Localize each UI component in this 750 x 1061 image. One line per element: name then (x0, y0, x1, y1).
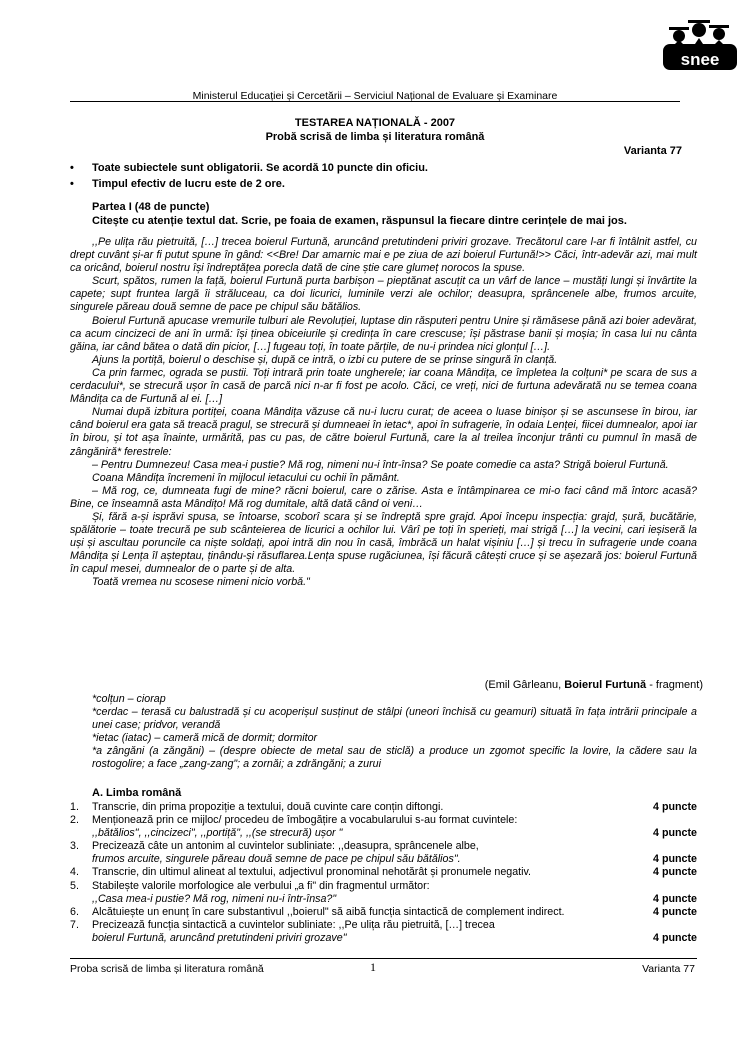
question-text: Menționează prin ce mijloc/ procedeu de îmbogățire a vocabularului s-au format cuvintele: (92, 814, 518, 827)
question-excerpt: ,,Casa mea-i pustie? Mă rog, nimeni nu-i într-însa?" (92, 892, 337, 905)
exam-subtitle: Probă scrisă de limba și literatura română (265, 131, 485, 143)
variant-label: Varianta 77 (623, 145, 682, 157)
literary-text (70, 236, 697, 590)
svg-text:snee: snee (680, 50, 720, 69)
text-source (485, 679, 703, 691)
question-points: 4 puncte (653, 801, 697, 813)
part-title: Partea I (48 de puncte) (92, 201, 210, 213)
part-heading (92, 200, 627, 228)
question-text: Transcrie, din ultimul alineat al textului, adjectivul pronominal nehotărât și pronumele negativ. (92, 866, 532, 879)
question-item (70, 840, 697, 866)
question-points: 4 puncte (653, 853, 697, 866)
text-paragraph: Scurt, spătos, rumen la față, boierul Furtună purta barbișon – pieptănat ascuțit ca un vârf de lance – mustăți lungi și învârtite la capete; supt fruntea largă îi străluceau, ca doi licurici, luminile verzi ale ochilor; deasupra, sprâncenele albe, frumos arcuite, singurele păreau două semne de pace pe chipul său bătălios. (70, 275, 697, 314)
question-points: 4 puncte (653, 931, 697, 944)
text-paragraph: Toată vremea nu scosese nimeni nicio vorbă." (92, 576, 310, 589)
section-title: A. Limba română (92, 787, 182, 799)
exam-title: TESTAREA NAȚIONALĂ - 2007 (294, 117, 456, 129)
text-paragraph: – Mă rog, ce, dumneata fugi de mine? răcni boierul, care o zărise. Asta e întâmpinarea ce mi-o faci când mă întorc acasă? Bine, ce înseamnă asta Mândițo! Mă rog dumitale, altă dată când oi veni… (70, 484, 697, 510)
page-number: 1 (370, 960, 376, 974)
question-points: 4 puncte (653, 827, 697, 840)
snee-logo (661, 14, 739, 74)
question-text: Precizează funcția sintactică a cuvintelor subliniate: ,,Pe ulița rău pietruită, […] trecea (92, 918, 495, 931)
question-text: Stabilește valorile morfologice ale verbului „a fi" din fragmentul următor: (92, 879, 430, 892)
part-instruction: Citește cu atenție textul dat. Scrie, pe foaia de examen, răspunsul la fiecare dintre cerințele de mai jos. (92, 215, 627, 227)
question-excerpt: ,,bătălios", ,,cincizeci", ,,portiță", ,,(se strecură) ușor " (92, 827, 343, 840)
footer-divider (70, 958, 697, 959)
glossary-note: *ietac (iatac) – cameră mică de dormit; dormitor (92, 732, 318, 745)
question-points: 4 puncte (653, 866, 697, 879)
question-number: 1. (70, 801, 79, 813)
question-item (70, 801, 697, 814)
text-paragraph: Ajuns la portiță, boierul o deschise și, după ce intră, o izbi cu putere de se prinse singură în clanță. (92, 353, 558, 366)
question-number: 4. (70, 866, 79, 879)
question-list (70, 801, 697, 945)
footer-left: Proba scrisă de limba și literatura română (70, 963, 264, 975)
instructions-list (70, 160, 690, 192)
text-paragraph: Boierul Furtună apucase vremurile tulburi ale Revoluției, luptase din răsputeri pentru Unire și rămăsese până azi boier adevărat, ca acum cincizeci de ani în urmă: își ținea obiceiurile și credința în care crescuse; își păstrase banii și moșia; în casa lui nu cânta găina, iar când bătea o dată din picior, […] fugeau toți, în toate părțile, de nu-i prindea nici glonțul […]. (70, 314, 697, 353)
glossary-notes (92, 693, 697, 772)
question-item (70, 814, 697, 840)
question-excerpt: frumos arcuite, singurele păreau două semne de pace pe chipul său bătălios". (92, 853, 461, 866)
ministry-header: Ministerul Educației și Cercetării – Serviciul Național de Evaluare și Examinare (192, 90, 558, 102)
instruction-item: • Timpul efectiv de lucru este de 2 ore. (70, 176, 690, 192)
question-number: 7. (70, 918, 79, 931)
question-excerpt: boierul Furtună, aruncând pretutindeni priviri grozave" (92, 931, 347, 944)
text-paragraph: – Pentru Dumnezeu! Casa mea-i pustie? Mă rog, nimeni nu-i într-însa? Se poate comedie ca asta? Strigă boierul Furtună. (92, 458, 669, 471)
glossary-note: *a zângăni (a zăngăni) – (despre obiecte de metal sau de sticlă) a produce un zgomot specific la lovire, la cădere sau la rostogolire; a face „zang-zang"; a zornăi; a zdrăngăni; a zurui (92, 745, 697, 771)
question-number: 3. (70, 840, 79, 853)
text-paragraph: Coana Mândița încremeni în mijlocul ietacului cu ochii în pământ. (92, 471, 400, 484)
question-number: 6. (70, 905, 79, 918)
question-points: 4 puncte (653, 905, 697, 918)
question-points: 4 puncte (653, 892, 697, 905)
glossary-note: *colțun – ciorap (92, 693, 166, 705)
source-suffix: - fragment) (646, 679, 703, 691)
text-paragraph: Numai după izbitura portiței, coana Mândița văzuse că nu-i lucru curat; de aceea o luase binișor și se ascunsese în birou, iar când boierul era gata să treacă pragul, se strecură și dumneaei în ietac*, apoi în sufragerie, în odaia Lenței, fiicei dumnealor, apoi iar în birou, și tot așa înainte, urmărită, pas cu pas, de către boierul Furtună, care la al treilea înconjur trânti cu pumnul în masă de zângăniră* ferestrele: (70, 406, 697, 458)
question-item (70, 866, 697, 879)
glossary-note: *cerdac – terasă cu balustradă și cu acoperișul susținut de stâlpi (uneori închisă cu geamuri) situată în fața intrării principale a unei case; pridvor, verandă (92, 706, 697, 732)
question-item (70, 919, 697, 945)
header-divider (70, 101, 680, 102)
question-text: Alcătuiește un enunț în care substantivul ,,boierul" să aibă funcția sintactică de complement indirect. (92, 905, 565, 918)
graduates-logo-icon (661, 14, 739, 74)
source-work: Boierul Furtună (564, 679, 647, 691)
question-text: Precizează câte un antonim al cuvintelor subliniate: ,,deasupra, sprâncenele albe, (92, 840, 479, 853)
question-item (70, 906, 697, 919)
question-number: 5. (70, 879, 79, 892)
question-text: Transcrie, din prima propoziție a textului, două cuvinte care conțin diftongi. (92, 801, 444, 813)
question-item (70, 880, 697, 906)
text-paragraph: ,,Pe ulița rău pietruită, […] trecea boierul Furtună, aruncând pretutindeni priviri grozave. Trecătorul care l-ar fi întâlnit astfel, cu drept cuvânt și-ar fi putut spune în gând: <<Bre! Dar amarnic mai e pe ziua de azi boierul Furtună!>> Căci, într-adevăr azi, mai mult ca oricând, boierul nostru își îndreptățea porecla dată de cine știe care glumeț norocos la spuse. (70, 236, 697, 275)
source-author: (Emil Gârleanu, (484, 679, 565, 691)
text-paragraph: Ca prin farmec, ograda se pustii. Toți intrară prin toate ungherele; iar coana Mândița, ce împletea la colțuni* pe scara de sus a cerdacului*, se strecură ușor în casă de parcă nici n-ar fi fost pe acolo. Căci, ce vreți, nici de furtuna adevărată nu se temea coana Mândița ca de Furtună al ei. […] (70, 366, 697, 406)
footer-right: Varianta 77 (642, 963, 695, 975)
question-number: 2. (70, 814, 79, 827)
text-paragraph: Și, fără a-și isprăvi spusa, se întoarse, scoborî scara și se îndreptă spre grajd. Apoi începu inspecția: grajd, șură, bucătărie, spălătorie – toate trecură pe sub scânteierea de licurici a ochilor lui. Vârî pe toți în sperieți, mai strigă […] la vecini, cari ieșiseră la uși și ascultau poruncile ca niște soldați, apoi intră din nou în casă, îmbrăcă un halat vișiniu […] și trecu în sufragerie unde coana Mândița și Lența îl așteptau, ținându-și răsuflarea.Lența spuse rugăciunea, își făcură câtești cruce și se așezară jos: boierul Furtună în capul mesei, dumnealor de o parte și de alta. (70, 510, 697, 576)
instruction-item: • Toate subiectele sunt obligatorii. Se acordă 10 puncte din oficiu. (70, 160, 690, 176)
